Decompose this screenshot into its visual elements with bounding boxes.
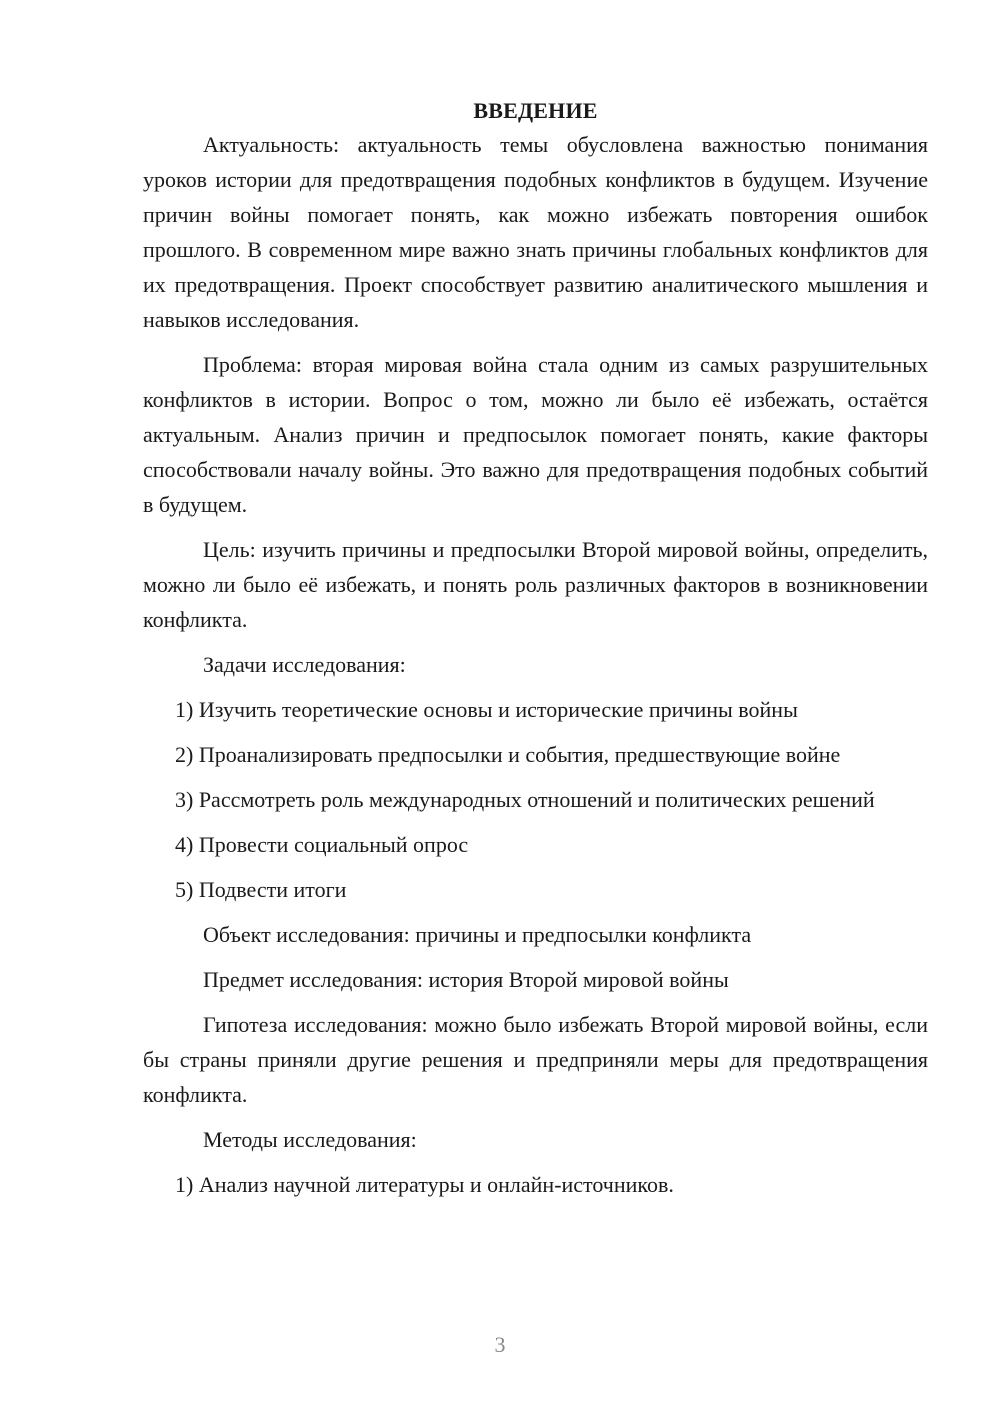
tasks-heading: Задачи исследования:: [203, 652, 406, 677]
task-item-3: 3) Рассмотреть роль международных отношений и политических решений: [175, 787, 875, 812]
methods-heading: Методы исследования:: [203, 1127, 417, 1152]
paragraph-goal: Цель: изучить причины и предпосылки Второй мировой войны, определить, можно ли было её избежать, и понять роль различных факторов в возникновении конфликта.: [143, 537, 928, 632]
task-item-1: 1) Изучить теоретические основы и исторические причины войны: [175, 697, 798, 722]
document-page: [143, 95, 928, 1212]
method-item-1: 1) Анализ научной литературы и онлайн-источников.: [175, 1172, 674, 1197]
task-item-2: 2) Проанализировать предпосылки и события, предшествующие войне: [175, 742, 841, 767]
research-subject: Предмет исследования: история Второй мировой войны: [203, 967, 729, 992]
paragraph-hypothesis: Гипотеза исследования: можно было избежать Второй мировой войны, если бы страны приняли другие решения и предприняли меры для предотвращения конфликта.: [143, 1012, 928, 1107]
research-object: Объект исследования: причины и предпосылки конфликта: [203, 922, 752, 947]
page-number: 3: [494, 1332, 506, 1357]
paragraph-relevance: Актуальность: актуальность темы обусловлена важностью понимания уроков истории для предотвращения подобных конфликтов в будущем. Изучение причин войны помогает понять, как можно избежать повторения ошибок прошлого. В современном мире важно знать причины глобальных конфликтов для их предотвращения. Проект способствует развитию аналитического мышления и навыков исследования.: [143, 132, 928, 332]
paragraph-problem: Проблема: вторая мировая война стала одним из самых разрушительных конфликтов в истории. Вопрос о том, можно ли было её избежать, остаётся актуальным. Анализ причин и предпосылок помогает понять, какие факторы способствовали началу войны. Это важно для предотвращения подобных событий в будущем.: [143, 352, 928, 517]
page-title: ВВЕДЕНИЕ: [473, 98, 598, 123]
task-item-5: 5) Подвести итоги: [175, 877, 347, 902]
task-item-4: 4) Провести социальный опрос: [175, 832, 469, 857]
